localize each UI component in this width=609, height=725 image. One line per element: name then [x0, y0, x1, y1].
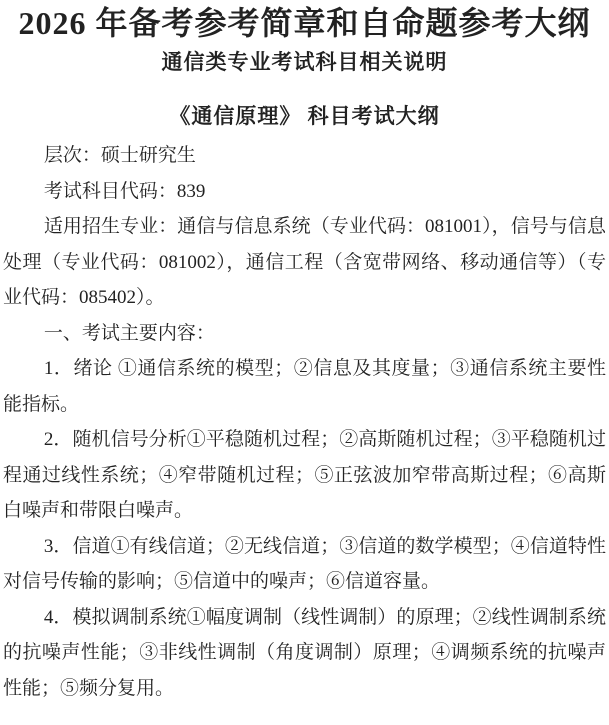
paragraph-subject-code: 考试科目代码：839 — [43, 180, 206, 202]
section-title: 《通信原理》 科目考试大纲 — [169, 104, 440, 128]
paragraph-exam-content-heading: 一、考试主要内容： — [43, 322, 215, 344]
paragraph-topic-2-random-signal-analysis: 2．随机信号分析①平稳随机过程；②高斯随机过程；③平稳随机过程通过线性系统；④窄带随机过程；⑤正弦波加窄带高斯过程；⑥高斯白噪声和带限白噪声。 — [3, 429, 606, 521]
document-subtitle: 通信类专业考试科目相关说明 — [161, 50, 448, 74]
paragraph-level: 层次：硕士研究生 — [43, 145, 196, 166]
paragraph-topic-3-channels: 3．信道①有线信道；②无线信道；③信道的数学模型；④信道特性对信号传输的影响；⑤信道中的噪声；⑥信道容量。 — [3, 535, 606, 592]
document-title: 2026 年备考参考简章和自命题参考大纲 — [18, 5, 591, 41]
document-body — [3, 138, 606, 706]
paragraph-topic-1-introduction: 1．绪论 ①通信系统的模型；②信息及其度量；③通信系统主要性能指标。 — [3, 358, 606, 415]
document-page — [0, 2, 609, 725]
paragraph-applicable-majors: 适用招生专业：通信与信息系统（专业代码：081001），信号与信息处理（专业代码：081002），通信工程（含宽带网络、移动通信等）（专业代码：085402）。 — [3, 216, 606, 308]
paragraph-topic-4-analog-modulation: 4．模拟调制系统①幅度调制（线性调制）的原理；②线性调制系统的抗噪声性能；③非线性调制（角度调制）原理；④调频系统的抗噪声性能；⑤频分复用。 — [3, 606, 606, 699]
